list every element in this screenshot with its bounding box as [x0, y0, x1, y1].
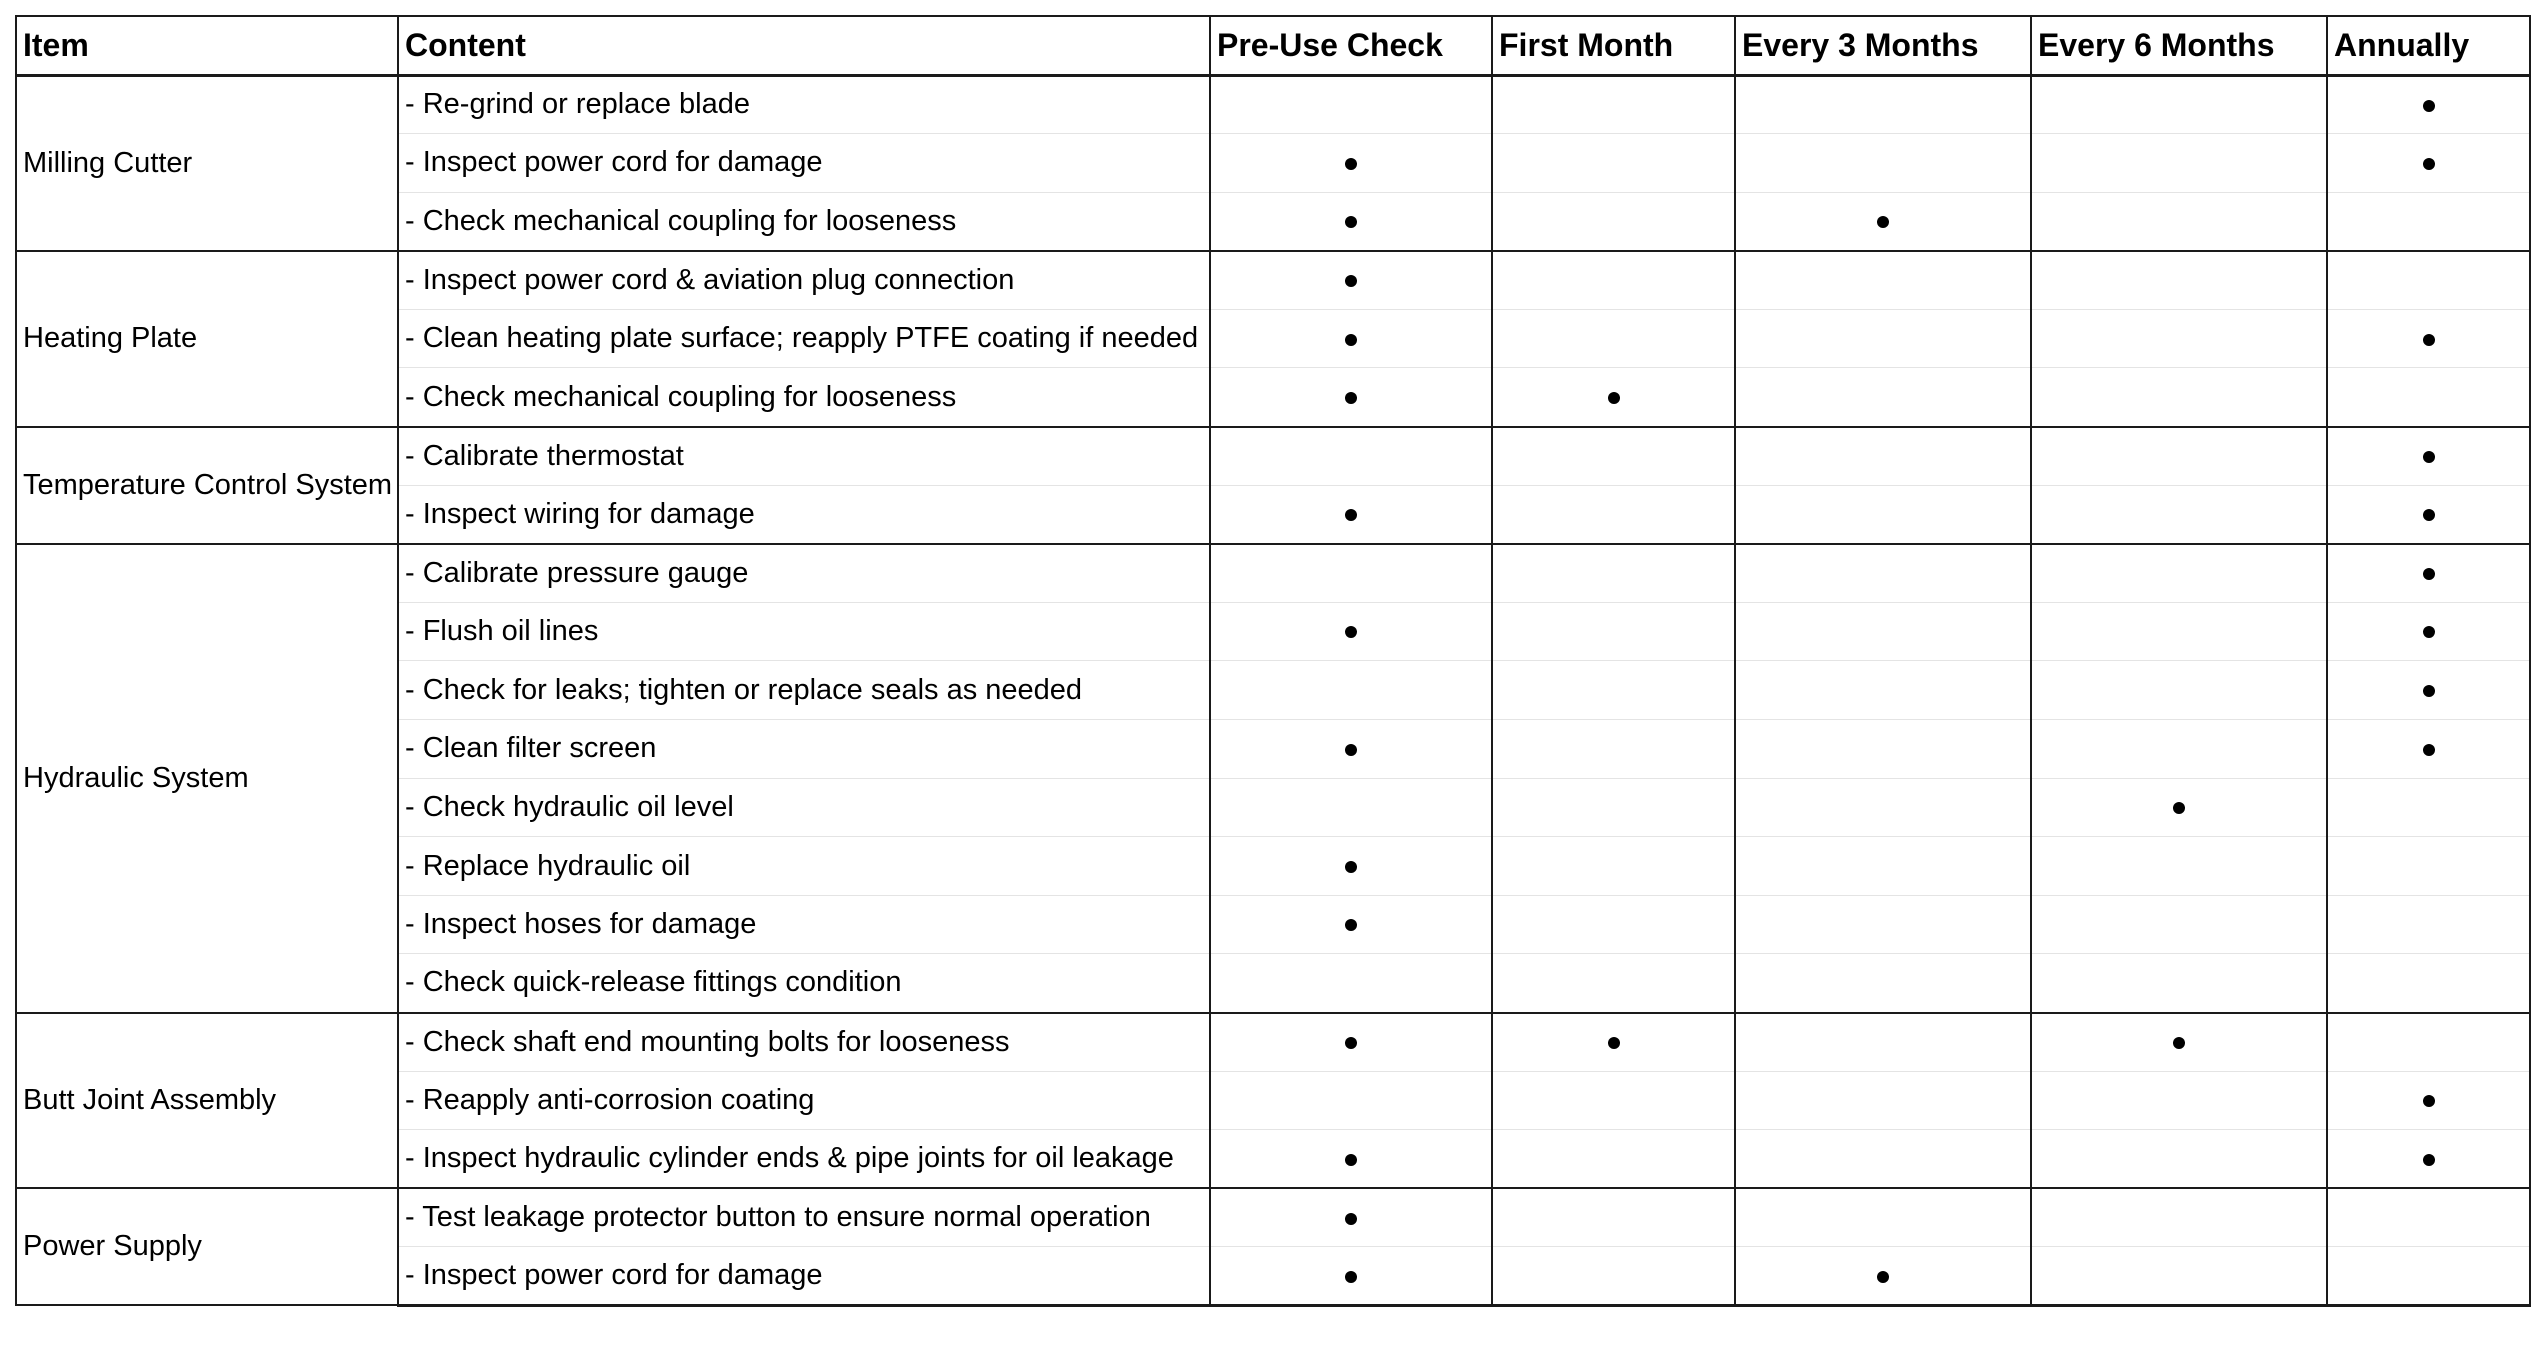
content-cell: - Check shaft end mounting bolts for looseness: [398, 1013, 1210, 1072]
header-row: [16, 16, 2530, 75]
schedule-cell: [1492, 661, 1735, 720]
schedule-cell: [1210, 1013, 1492, 1072]
schedule-cell: [2327, 1188, 2530, 1247]
schedule-cell: [1735, 720, 2031, 779]
bullet-mark-icon: [2423, 100, 2435, 112]
schedule-cell: [1492, 602, 1735, 661]
item-cell: Heating Plate: [16, 251, 398, 427]
schedule-cell: [1735, 1188, 2031, 1247]
schedule-cell: [1492, 1013, 1735, 1072]
schedule-cell: [2327, 1247, 2530, 1306]
content-cell: - Calibrate pressure gauge: [398, 544, 1210, 603]
bullet-mark-icon: [2423, 685, 2435, 697]
header-every-6-months: Every 6 Months: [2031, 16, 2327, 75]
item-cell: Temperature Control System: [16, 427, 398, 544]
bullet-mark-icon: [1345, 334, 1357, 346]
item-cell: Hydraulic System: [16, 544, 398, 1013]
schedule-cell: [2031, 1130, 2327, 1189]
bullet-mark-icon: [2423, 509, 2435, 521]
schedule-cell: [1735, 778, 2031, 837]
schedule-cell: [1210, 309, 1492, 368]
schedule-cell: [1735, 192, 2031, 251]
schedule-cell: [2327, 1130, 2530, 1189]
content-cell: - Check mechanical coupling for looseness: [398, 368, 1210, 427]
schedule-cell: [2031, 1188, 2327, 1247]
schedule-cell: [1735, 1071, 2031, 1130]
bullet-mark-icon: [1345, 1213, 1357, 1225]
content-cell: - Test leakage protector button to ensure normal operation: [398, 1188, 1210, 1247]
content-cell: - Calibrate thermostat: [398, 427, 1210, 486]
schedule-cell: [1492, 720, 1735, 779]
schedule-cell: [2327, 134, 2530, 193]
schedule-cell: [2031, 427, 2327, 486]
schedule-cell: [1735, 954, 2031, 1013]
schedule-cell: [1492, 1188, 1735, 1247]
schedule-cell: [2031, 75, 2327, 134]
schedule-cell: [2327, 954, 2530, 1013]
schedule-cell: [1210, 1247, 1492, 1306]
item-cell: Power Supply: [16, 1188, 398, 1305]
schedule-cell: [2031, 778, 2327, 837]
schedule-cell: [1492, 778, 1735, 837]
content-cell: - Inspect hoses for damage: [398, 895, 1210, 954]
schedule-cell: [1210, 485, 1492, 544]
schedule-cell: [1492, 954, 1735, 1013]
schedule-cell: [2031, 251, 2327, 310]
content-cell: - Flush oil lines: [398, 602, 1210, 661]
schedule-cell: [2327, 427, 2530, 486]
bullet-mark-icon: [2423, 1095, 2435, 1107]
bullet-mark-icon: [1608, 392, 1620, 404]
schedule-cell: [2031, 602, 2327, 661]
content-cell: - Clean heating plate surface; reapply PTFE coating if needed: [398, 309, 1210, 368]
content-cell: - Check quick-release fittings condition: [398, 954, 1210, 1013]
content-cell: - Inspect power cord for damage: [398, 1247, 1210, 1306]
content-cell: - Clean filter screen: [398, 720, 1210, 779]
table-row: [16, 1013, 2530, 1072]
schedule-cell: [2327, 602, 2530, 661]
schedule-cell: [2327, 778, 2530, 837]
schedule-cell: [2327, 485, 2530, 544]
schedule-cell: [1735, 368, 2031, 427]
bullet-mark-icon: [2423, 568, 2435, 580]
schedule-cell: [1210, 954, 1492, 1013]
header-pre-use-check: Pre-Use Check: [1210, 16, 1492, 75]
schedule-cell: [2327, 661, 2530, 720]
schedule-cell: [1210, 1071, 1492, 1130]
schedule-cell: [2327, 544, 2530, 603]
schedule-cell: [1735, 485, 2031, 544]
schedule-cell: [2327, 368, 2530, 427]
bullet-mark-icon: [1345, 744, 1357, 756]
content-cell: - Inspect power cord for damage: [398, 134, 1210, 193]
table-body: [16, 75, 2530, 1305]
schedule-cell: [1210, 427, 1492, 486]
schedule-cell: [1735, 661, 2031, 720]
schedule-cell: [2327, 251, 2530, 310]
schedule-cell: [1210, 251, 1492, 310]
schedule-cell: [2327, 75, 2530, 134]
schedule-cell: [2327, 895, 2530, 954]
schedule-cell: [1492, 1247, 1735, 1306]
bullet-mark-icon: [2173, 802, 2185, 814]
schedule-cell: [1210, 75, 1492, 134]
bullet-mark-icon: [2423, 451, 2435, 463]
schedule-cell: [1492, 1130, 1735, 1189]
bullet-mark-icon: [1345, 509, 1357, 521]
schedule-cell: [1735, 1247, 2031, 1306]
bullet-mark-icon: [1608, 1037, 1620, 1049]
schedule-cell: [1492, 134, 1735, 193]
schedule-cell: [1492, 485, 1735, 544]
bullet-mark-icon: [2423, 334, 2435, 346]
content-cell: - Re-grind or replace blade: [398, 75, 1210, 134]
schedule-cell: [1210, 661, 1492, 720]
bullet-mark-icon: [1345, 275, 1357, 287]
table-row: [16, 427, 2530, 486]
schedule-cell: [1210, 778, 1492, 837]
content-cell: - Inspect wiring for damage: [398, 485, 1210, 544]
content-cell: - Check mechanical coupling for looseness: [398, 192, 1210, 251]
content-cell: - Check for leaks; tighten or replace seals as needed: [398, 661, 1210, 720]
bullet-mark-icon: [1345, 861, 1357, 873]
schedule-cell: [1210, 1188, 1492, 1247]
bullet-mark-icon: [1877, 1271, 1889, 1283]
bullet-mark-icon: [2173, 1037, 2185, 1049]
schedule-cell: [1492, 837, 1735, 896]
bullet-mark-icon: [2423, 744, 2435, 756]
schedule-cell: [1210, 134, 1492, 193]
schedule-cell: [2031, 837, 2327, 896]
bullet-mark-icon: [1345, 158, 1357, 170]
schedule-cell: [1735, 251, 2031, 310]
schedule-cell: [2327, 1071, 2530, 1130]
table-row: [16, 251, 2530, 310]
schedule-cell: [2031, 485, 2327, 544]
schedule-cell: [1210, 1130, 1492, 1189]
bullet-mark-icon: [1345, 1271, 1357, 1283]
schedule-cell: [2031, 1071, 2327, 1130]
schedule-cell: [2327, 720, 2530, 779]
schedule-cell: [1735, 427, 2031, 486]
schedule-cell: [1210, 720, 1492, 779]
schedule-cell: [1210, 368, 1492, 427]
schedule-cell: [2327, 192, 2530, 251]
item-cell: Milling Cutter: [16, 75, 398, 251]
content-cell: - Replace hydraulic oil: [398, 837, 1210, 896]
bullet-mark-icon: [1345, 392, 1357, 404]
content-cell: - Reapply anti-corrosion coating: [398, 1071, 1210, 1130]
header-first-month: First Month: [1492, 16, 1735, 75]
bullet-mark-icon: [1345, 216, 1357, 228]
schedule-cell: [1735, 602, 2031, 661]
schedule-cell: [1492, 895, 1735, 954]
schedule-cell: [1492, 309, 1735, 368]
schedule-cell: [2327, 309, 2530, 368]
schedule-cell: [1735, 309, 2031, 368]
schedule-cell: [2031, 309, 2327, 368]
header-item: Item: [16, 16, 398, 75]
schedule-cell: [1210, 837, 1492, 896]
bullet-mark-icon: [1345, 919, 1357, 931]
content-cell: - Check hydraulic oil level: [398, 778, 1210, 837]
schedule-cell: [1492, 192, 1735, 251]
maintenance-schedule-table: [15, 15, 2531, 1307]
schedule-cell: [2031, 368, 2327, 427]
bullet-mark-icon: [2423, 158, 2435, 170]
schedule-cell: [1735, 544, 2031, 603]
item-cell: Butt Joint Assembly: [16, 1013, 398, 1189]
schedule-cell: [1492, 1071, 1735, 1130]
schedule-cell: [1492, 251, 1735, 310]
schedule-cell: [2031, 1247, 2327, 1306]
schedule-cell: [1210, 192, 1492, 251]
schedule-cell: [1210, 544, 1492, 603]
schedule-cell: [2031, 1013, 2327, 1072]
schedule-cell: [2031, 720, 2327, 779]
schedule-cell: [1492, 75, 1735, 134]
schedule-cell: [1210, 895, 1492, 954]
schedule-cell: [1735, 1130, 2031, 1189]
table-row: [16, 544, 2530, 603]
schedule-cell: [2031, 134, 2327, 193]
schedule-cell: [2031, 954, 2327, 1013]
content-cell: - Inspect hydraulic cylinder ends & pipe joints for oil leakage: [398, 1130, 1210, 1189]
bullet-mark-icon: [2423, 626, 2435, 638]
bullet-mark-icon: [2423, 1154, 2435, 1166]
schedule-cell: [1735, 75, 2031, 134]
bullet-mark-icon: [1345, 1154, 1357, 1166]
bullet-mark-icon: [1345, 1037, 1357, 1049]
header-annually: Annually: [2327, 16, 2530, 75]
schedule-cell: [1735, 1013, 2031, 1072]
schedule-cell: [2031, 192, 2327, 251]
bullet-mark-icon: [1877, 216, 1889, 228]
schedule-cell: [1735, 837, 2031, 896]
header-content: Content: [398, 16, 1210, 75]
schedule-cell: [1735, 134, 2031, 193]
schedule-cell: [1492, 368, 1735, 427]
schedule-cell: [1210, 602, 1492, 661]
content-cell: - Inspect power cord & aviation plug connection: [398, 251, 1210, 310]
schedule-cell: [2031, 895, 2327, 954]
schedule-cell: [1735, 895, 2031, 954]
header-every-3-months: Every 3 Months: [1735, 16, 2031, 75]
table-row: [16, 75, 2530, 134]
schedule-cell: [1492, 427, 1735, 486]
schedule-cell: [2327, 1013, 2530, 1072]
schedule-cell: [2031, 661, 2327, 720]
schedule-cell: [2327, 837, 2530, 896]
schedule-cell: [1492, 544, 1735, 603]
table-row: [16, 1188, 2530, 1247]
schedule-cell: [2031, 544, 2327, 603]
bullet-mark-icon: [1345, 626, 1357, 638]
